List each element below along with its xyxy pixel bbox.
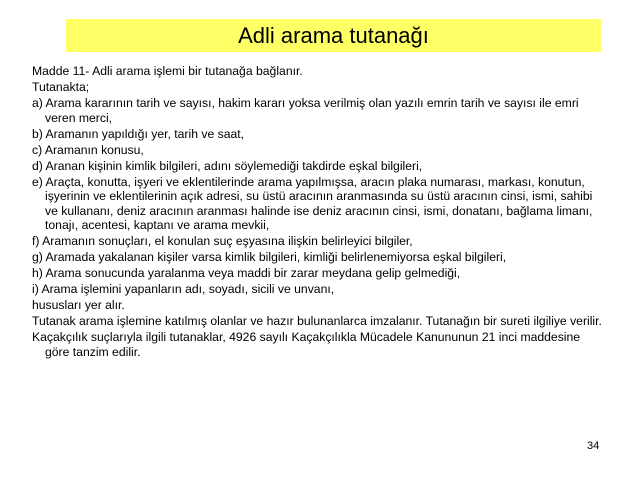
paragraph: c) Aramanın konusu, <box>32 142 144 157</box>
slide-title: Adli arama tutanağı <box>238 22 429 48</box>
paragraph: Madde 11- Adli arama işlemi bir tutanağa bağlanır. <box>32 64 303 78</box>
paragraph: f) Aramanın sonuçları, el konulan suç eşyasına ilişkin belirleyici bilgiler, <box>32 234 413 249</box>
paragraph: e) Araçta, konutta, işyeri ve eklentilerinde arama yapılmışsa, aracın plaka numarası, markası, konutun, işyerinin ve eklentilerinin açık adresi, su üstü aracının aranmasında su üstü aracının cinsi, ismi, sahibi ve kullananı, deniz aracının aranması halinde ise deniz aracının cinsi, ismi, donatanı, bağlama limanı, tonajı, acentesi, kaptanı ve arama mevkii, <box>32 174 593 233</box>
paragraph: Tutanakta; <box>32 79 90 94</box>
paragraph: a) Arama kararının tarih ve sayısı, hakim kararı yoksa verilmiş olan yazılı emrin tarih ve sayısı ile emri veren merci, <box>32 95 579 125</box>
paragraph: Tutanak arama işlemine katılmış olanlar ve hazır bulunanlarca imzalanır. Tutanağın bir sureti ilgiliye verilir. <box>32 314 602 329</box>
paragraph: b) Aramanın yapıldığı yer, tarih ve saat, <box>32 126 245 141</box>
paragraph: h) Arama sonucunda yaralanma veya maddi bir zarar meydana gelip gelmediği, <box>32 266 461 281</box>
slide-body <box>32 64 607 361</box>
paragraph: i) Arama işlemini yapanların adı, soyadı, sicili ve unvanı, <box>32 282 335 297</box>
paragraph: d) Aranan kişinin kimlik bilgileri, adını söylemediği takdirde eşkal bilgileri, <box>32 158 423 173</box>
title-banner <box>66 19 601 52</box>
paragraph: Kaçakçılık suçlarıyla ilgili tutanaklar, 4926 sayılı Kaçakçılıkla Mücadele Kanununun 21 inci maddesine göre tanzim edilir. <box>32 330 581 359</box>
page-number: 34 <box>587 440 600 452</box>
paragraph: hususları yer alır. <box>32 298 125 313</box>
paragraph: g) Aramada yakalanan kişiler varsa kimlik bilgileri, kimliği belirlenemiyorsa eşkal bilgileri, <box>32 250 507 265</box>
